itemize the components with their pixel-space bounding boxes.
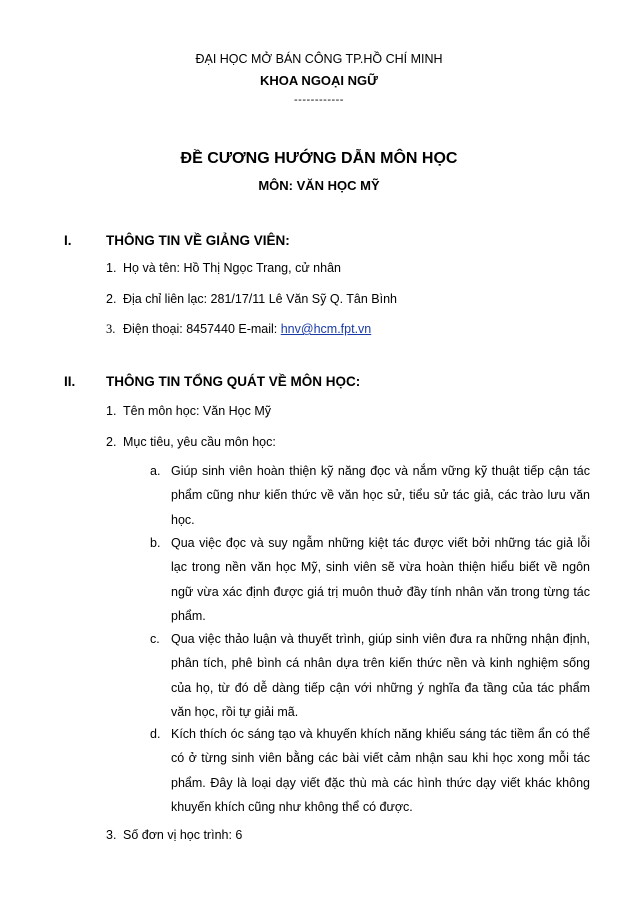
item-number: 1.	[106, 404, 117, 418]
item-number: 3.	[106, 828, 117, 842]
section-1-heading: THÔNG TIN VỀ GIẢNG VIÊN:	[106, 233, 290, 248]
email-link[interactable]: hnv@hcm.fpt.vn	[280, 322, 372, 336]
document-title: ĐỀ CƯƠNG HƯỚNG DẪN MÔN HỌC	[180, 150, 458, 167]
university-name: ĐẠI HỌC MỞ BÁN CÔNG TP.HỒ CHÍ MINH	[195, 52, 443, 66]
lecturer-name-item	[106, 261, 341, 275]
header-divider: ------------	[294, 94, 344, 106]
course-name-item	[106, 404, 271, 418]
item-number: 3.	[106, 322, 116, 336]
course-goals-item	[106, 435, 276, 449]
goal-label: b.	[150, 536, 161, 550]
item-text: Mục tiêu, yêu cầu môn học:	[123, 435, 276, 449]
goal-item-b	[150, 531, 590, 628]
faculty-name: KHOA NGOẠI NGỮ	[260, 73, 378, 88]
goal-label: d.	[150, 727, 161, 741]
lecturer-address-item	[106, 292, 397, 306]
goal-item-c	[150, 627, 590, 724]
goal-label: a.	[150, 464, 161, 478]
item-number: 1.	[106, 261, 117, 275]
item-text: Họ và tên: Hồ Thị Ngọc Trang, cử nhân	[123, 261, 341, 275]
goal-label: c.	[150, 632, 160, 646]
item-text: Địa chỉ liên lạc: 281/17/11 Lê Văn Sỹ Q. Tân Bình	[123, 292, 398, 306]
item-text: Điện thoại: 8457440 E-mail:	[123, 322, 281, 336]
section-1-number: I.	[64, 233, 72, 248]
section-2-number: II.	[64, 374, 76, 389]
goal-text: Kích thích óc sáng tạo và khuyến khích năng khiếu sáng tác tiềm ẩn có thể có ở từng sinh viên bằng các bài viết cảm nhận sau khi học xong mỗi tác phẩm. Đây là loại dạy viết đặc thù mà các hình thức dạy viết khác không khuyến khích cũng như không thể có được.	[171, 727, 590, 814]
goal-text: Qua việc thảo luận và thuyết trình, giúp sinh viên đưa ra những nhận định, phân tích, phê bình cá nhân dựa trên kiến thức nền và kinh nghiệm sống của họ, từ đó dễ dàng tiếp cận với những ý nghĩa đa tầng của tác phẩm văn học, rồi tự giải mã.	[171, 632, 590, 719]
item-number: 2.	[106, 435, 117, 449]
item-number: 2.	[106, 292, 117, 306]
goal-text: Giúp sinh viên hoàn thiện kỹ năng đọc và nắm vững kỹ thuật tiếp cận tác phẩm cũng như kiến thức về văn học sử, tiểu sử tác giả, các trào lưu văn học.	[171, 464, 590, 527]
lecturer-contact-item	[106, 322, 371, 337]
item-text: Tên môn học: Văn Học Mỹ	[123, 404, 271, 418]
section-2-heading: THÔNG TIN TỔNG QUÁT VỀ MÔN HỌC:	[106, 374, 361, 389]
goal-text: Qua việc đọc và suy ngẫm những kiệt tác được viết bởi những tác giả lỗi lạc trong nền văn học Mỹ, sinh viên sẽ vừa hoàn thiện hiểu biết về ngôn ngữ vừa xác định được giá trị muôn thuở đầy tính nhân văn trong từng tác phẩm.	[171, 536, 590, 623]
credit-units-item	[106, 828, 242, 842]
subject-title: MÔN: VĂN HỌC MỸ	[258, 178, 380, 193]
goal-item-d	[150, 722, 590, 819]
goal-item-a	[150, 459, 590, 532]
item-text: Số đơn vị học trình: 6	[123, 828, 243, 842]
